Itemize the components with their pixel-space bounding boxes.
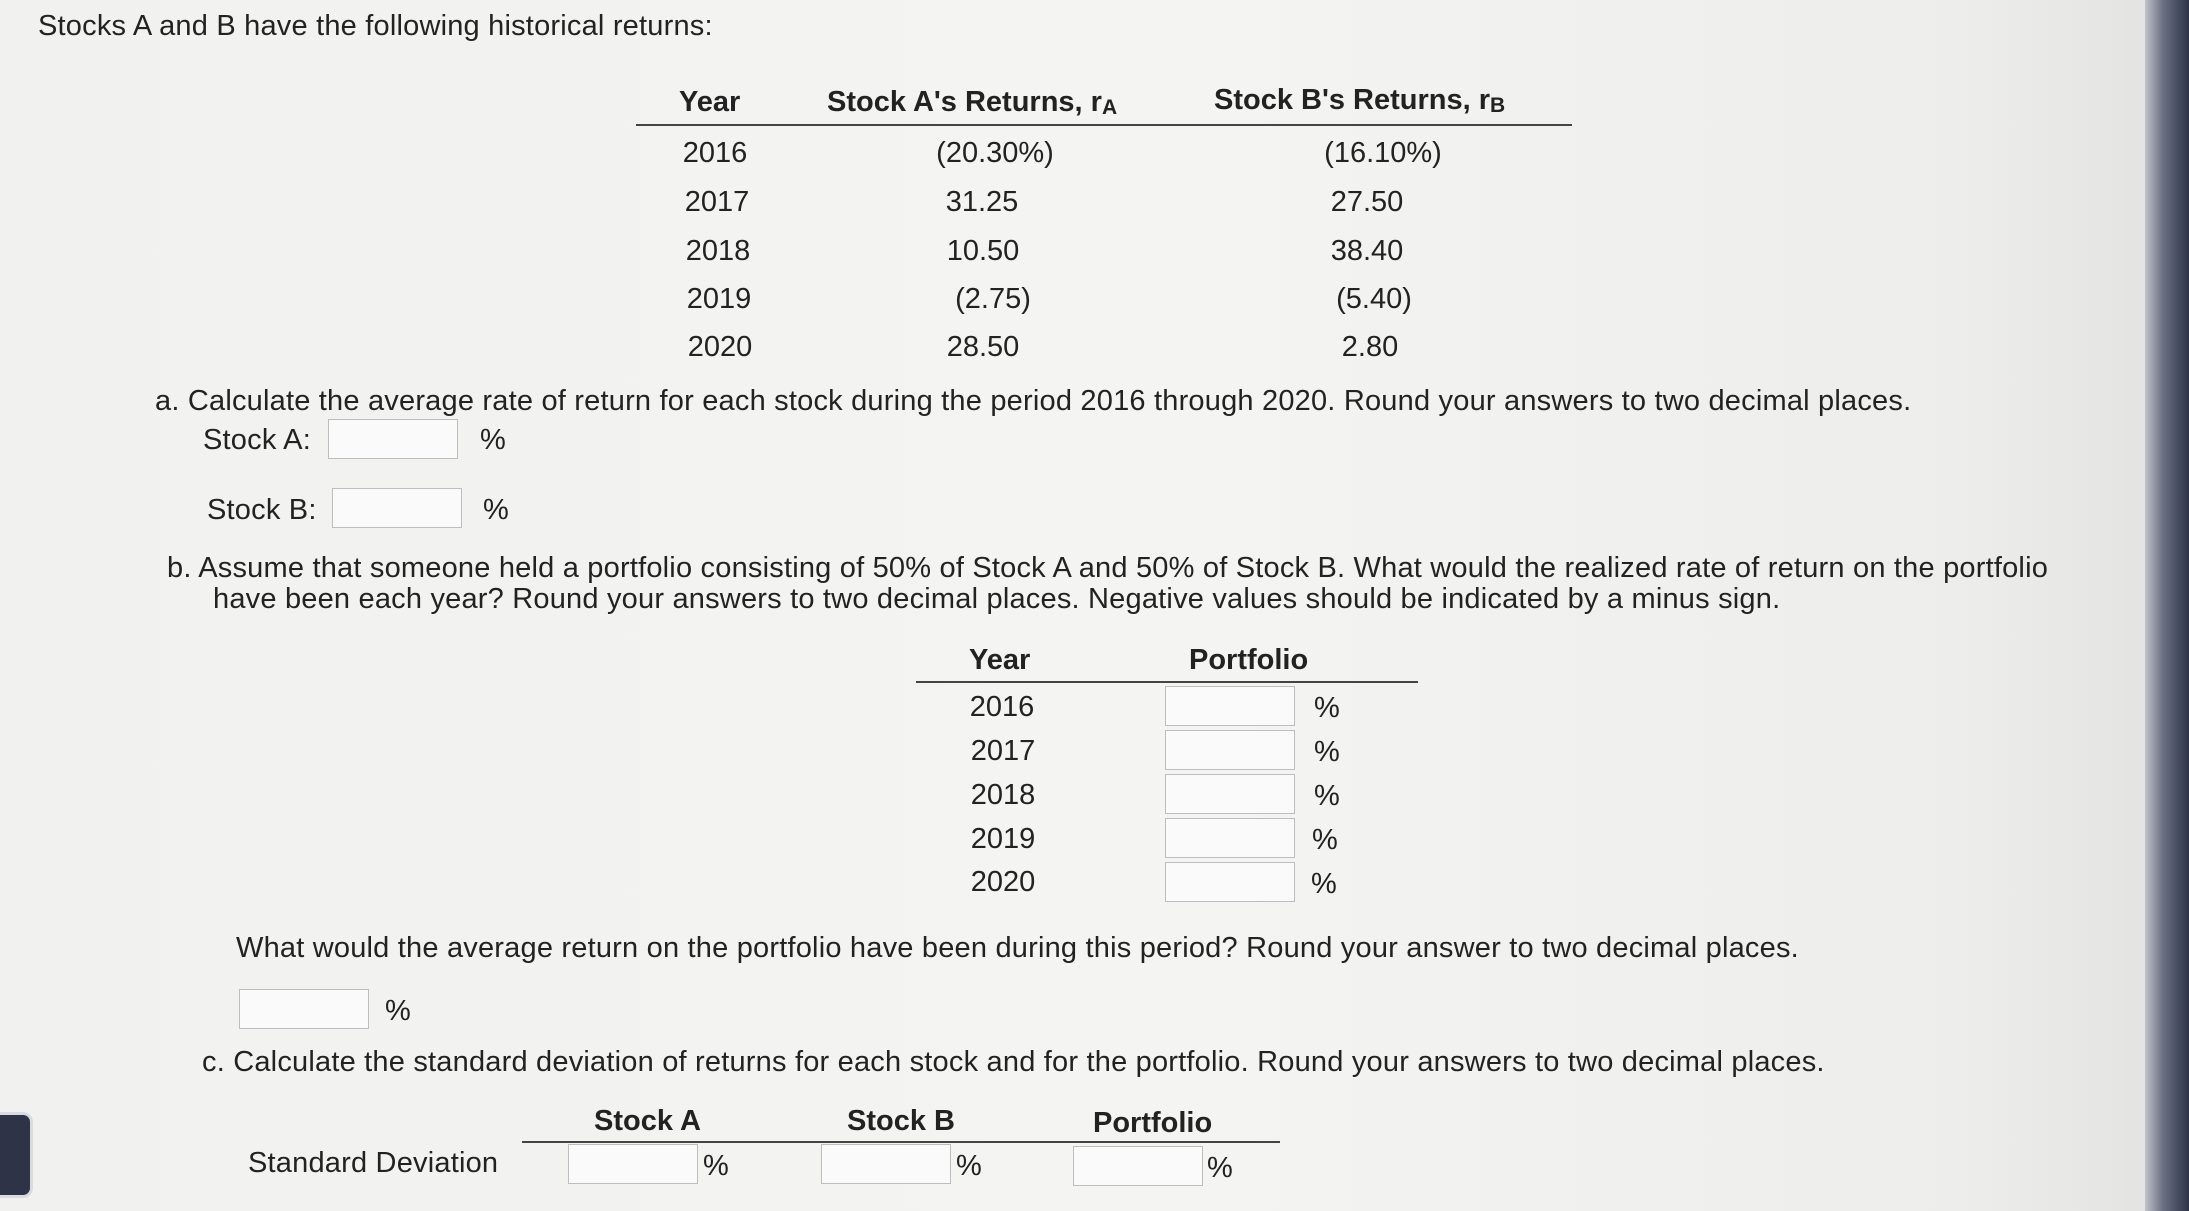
- col-header-year: Year: [969, 644, 1031, 676]
- year-cell: 2019: [970, 823, 1036, 855]
- year-cell: 2016: [682, 137, 748, 169]
- percent-sign: %: [385, 995, 411, 1027]
- stock-a-cell: (20.30%): [936, 137, 1054, 169]
- stock-a-cell: 10.50: [946, 235, 1020, 267]
- std-dev-row-label: Standard Deviation: [248, 1147, 499, 1179]
- col-header-year: Year: [679, 86, 741, 118]
- stock-b-cell: (16.10%): [1324, 137, 1442, 169]
- part-b-question-line1: b. Assume that someone held a portfolio consisting of 50% of Stock A and 50% of Stock B. What would the realized rate of return on the portfolio: [167, 552, 2049, 584]
- stock-a-cell: 31.25: [945, 186, 1019, 218]
- stock-a-std-dev-input[interactable]: [568, 1144, 698, 1184]
- stock-b-average-input[interactable]: [332, 488, 462, 528]
- portfolio-2017-input[interactable]: [1165, 730, 1295, 770]
- year-cell: 2017: [684, 186, 750, 218]
- percent-sign: %: [703, 1150, 729, 1182]
- portfolio-2020-input[interactable]: [1165, 862, 1295, 902]
- percent-sign: %: [483, 494, 509, 526]
- part-b-average-question: What would the average return on the portfolio have been during this period? Round your answer to two decimal places.: [236, 932, 1799, 964]
- stock-a-label: Stock A:: [203, 424, 311, 456]
- stock-b-cell: 2.80: [1341, 331, 1399, 363]
- part-c-question: c. Calculate the standard deviation of returns for each stock and for the portfolio. Round your answers to two decimal places.: [202, 1046, 1825, 1078]
- header-rule: [916, 681, 1418, 683]
- year-cell: 2020: [687, 331, 753, 363]
- percent-sign: %: [1314, 736, 1340, 768]
- percent-sign: %: [1314, 780, 1340, 812]
- header-rule: [522, 1141, 1280, 1143]
- portfolio-2018-input[interactable]: [1165, 774, 1295, 814]
- stock-b-label: Stock B:: [207, 494, 317, 526]
- side-panel-tab[interactable]: [0, 1112, 33, 1198]
- header-rule: [636, 124, 1572, 126]
- percent-sign: %: [480, 424, 506, 456]
- col-header-stock-b: Stock B: [847, 1105, 955, 1137]
- percent-sign: %: [1314, 692, 1340, 724]
- year-cell: 2020: [970, 866, 1036, 898]
- right-screen-edge: [2145, 0, 2189, 1211]
- part-a-question: a. Calculate the average rate of return for each stock during the period 2016 through 2020. Round your answers to two decimal places.: [155, 385, 1912, 417]
- intro-text: Stocks A and B have the following historical returns:: [38, 10, 713, 42]
- stock-b-cell: 38.40: [1330, 235, 1404, 267]
- percent-sign: %: [1312, 824, 1338, 856]
- col-header-portfolio: Portfolio: [1093, 1107, 1213, 1139]
- stock-b-cell: (5.40): [1336, 283, 1412, 315]
- col-header-portfolio: Portfolio: [1189, 644, 1309, 676]
- col-header-stock-a: Stock A's Returns, $r_A$: [827, 86, 1118, 119]
- col-header-stock-b: Stock B's Returns, $r_B$: [1214, 84, 1506, 117]
- portfolio-std-dev-input[interactable]: [1073, 1146, 1203, 1186]
- portfolio-2016-input[interactable]: [1165, 686, 1295, 726]
- col-header-stock-a: Stock A: [594, 1105, 701, 1137]
- stock-a-cell: (2.75): [955, 283, 1031, 315]
- part-b-question-line2: have been each year? Round your answers to two decimal places. Negative values should be indicated by a minus sign.: [213, 583, 1781, 615]
- year-cell: 2018: [970, 779, 1036, 811]
- year-cell: 2018: [685, 235, 751, 267]
- percent-sign: %: [1207, 1152, 1233, 1184]
- stock-a-cell: 28.50: [946, 331, 1020, 363]
- portfolio-average-input[interactable]: [239, 989, 369, 1029]
- percent-sign: %: [956, 1150, 982, 1182]
- year-cell: 2019: [686, 283, 752, 315]
- portfolio-2019-input[interactable]: [1165, 818, 1295, 858]
- stock-b-std-dev-input[interactable]: [821, 1144, 951, 1184]
- year-cell: 2017: [970, 735, 1036, 767]
- year-cell: 2016: [969, 691, 1035, 723]
- stock-a-average-input[interactable]: [328, 419, 458, 459]
- stock-b-cell: 27.50: [1330, 186, 1404, 218]
- percent-sign: %: [1311, 868, 1337, 900]
